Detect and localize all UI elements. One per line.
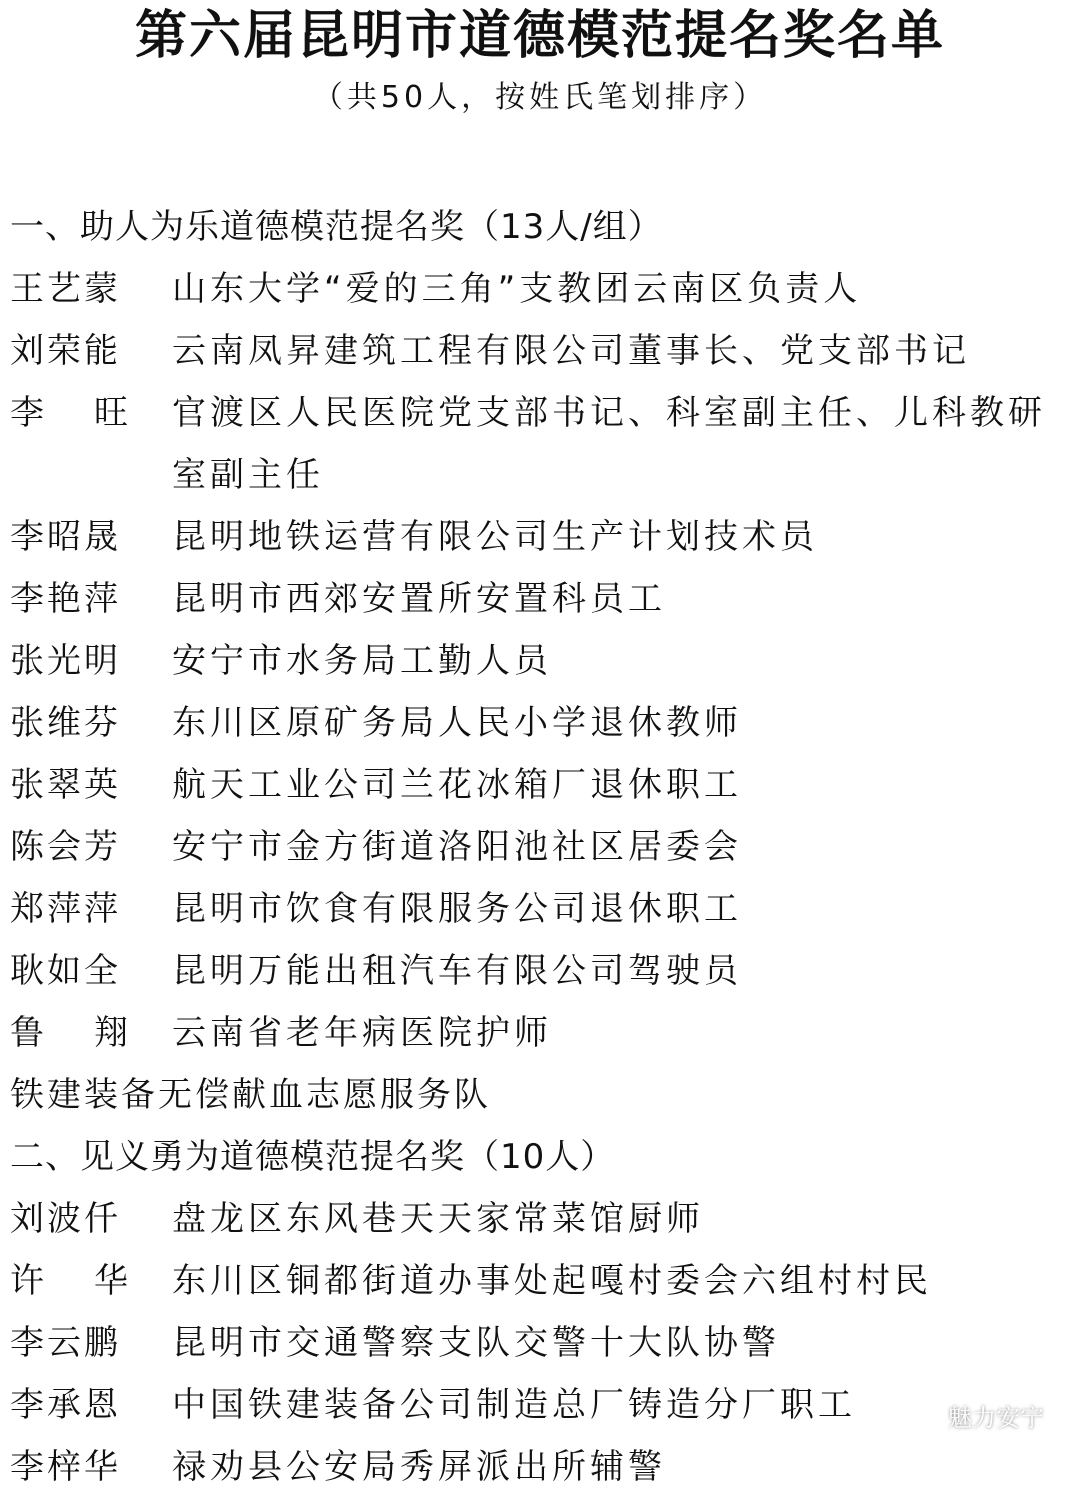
wechat-icon xyxy=(908,1404,940,1432)
list-item xyxy=(10,1436,1076,1498)
entry-description: 禄劝县公安局秀屏派出所辅警 xyxy=(172,1447,666,1487)
list-item xyxy=(10,1250,1076,1312)
entry-name: 铁建装备无偿献血志愿服务队 xyxy=(10,1075,491,1115)
list-item xyxy=(10,382,1076,506)
entry-name: 李昭晟 xyxy=(10,517,121,557)
entry-name: 张维芬 xyxy=(10,703,121,743)
entry-description: 盘龙区东风巷天天家常菜馆厨师 xyxy=(172,1199,704,1239)
list-item xyxy=(10,1312,1076,1374)
entry-description: 昆明市交通警察支队交警十大队协警 xyxy=(172,1323,780,1363)
entry-name: 李艳萍 xyxy=(10,579,121,619)
entry-name: 李云鹏 xyxy=(10,1323,121,1363)
entry-description: 云南凤昇建筑工程有限公司董事长、党支部书记 xyxy=(172,331,970,371)
list-item xyxy=(10,630,1076,692)
list-item xyxy=(10,1002,1076,1064)
list-item xyxy=(10,258,1076,320)
entry-description: 安宁市金方街道洛阳池社区居委会 xyxy=(172,827,742,867)
entry-description: 昆明地铁运营有限公司生产计划技术员 xyxy=(172,517,818,557)
entry-description: 东川区铜都街道办事处起嘎村委会六组村村民 xyxy=(172,1261,932,1301)
entry-name: 许 华 xyxy=(10,1261,128,1301)
entry-description: 昆明市饮食有限服务公司退休职工 xyxy=(172,889,742,929)
list-item xyxy=(10,692,1076,754)
list-item xyxy=(10,754,1076,816)
list-item xyxy=(10,1064,1076,1126)
page-title: 第六届昆明市道德模范提名奖名单 xyxy=(134,5,945,66)
entry-name: 耿如全 xyxy=(10,951,121,991)
entry-name: 张翠英 xyxy=(10,765,121,805)
entry-name: 张光明 xyxy=(10,641,121,681)
watermark xyxy=(908,1402,1044,1434)
entry-description: 昆明市西郊安置所安置科员工 xyxy=(172,579,666,619)
entry-name: 陈会芳 xyxy=(10,827,121,867)
section-heading: 二、见义勇为道德模范提名奖（10人） xyxy=(10,1137,616,1177)
entry-name: 李梓华 xyxy=(10,1447,121,1487)
list-item xyxy=(10,940,1076,1002)
list-item xyxy=(10,1188,1076,1250)
list-item xyxy=(10,816,1076,878)
entry-description: 中国铁建装备公司制造总厂铸造分厂职工 xyxy=(172,1385,856,1425)
watermark-text: 魅力安宁 xyxy=(948,1404,1044,1432)
entry-name: 郑萍萍 xyxy=(10,889,121,929)
entry-name: 鲁 翔 xyxy=(10,1013,128,1053)
list-item xyxy=(10,568,1076,630)
section-heading: 一、助人为乐道德模范提名奖（13人/组） xyxy=(10,207,663,247)
list-item xyxy=(10,506,1076,568)
entry-description: 云南省老年病医院护师 xyxy=(172,1013,552,1053)
list-content xyxy=(10,196,1076,1498)
entry-description: 山东大学“爱的三角”支教团云南区负责人 xyxy=(172,269,862,309)
entry-name: 刘波仟 xyxy=(10,1199,121,1239)
entry-description: 东川区原矿务局人民小学退休教师 xyxy=(172,703,742,743)
entry-description: 官渡区人民医院党支部书记、科室副主任、儿科教研室副主任 xyxy=(172,393,1046,495)
entry-name: 王艺蒙 xyxy=(10,269,121,309)
page-subtitle: （共50人，按姓氏笔划排序） xyxy=(312,80,768,115)
list-item xyxy=(10,878,1076,940)
entry-name: 李承恩 xyxy=(10,1385,121,1425)
entry-description: 昆明万能出租汽车有限公司驾驶员 xyxy=(172,951,742,991)
entry-name: 李 旺 xyxy=(10,393,128,433)
entry-description: 安宁市水务局工勤人员 xyxy=(172,641,552,681)
entry-name: 刘荣能 xyxy=(10,331,121,371)
entry-description: 航天工业公司兰花冰箱厂退休职工 xyxy=(172,765,742,805)
list-item xyxy=(10,320,1076,382)
